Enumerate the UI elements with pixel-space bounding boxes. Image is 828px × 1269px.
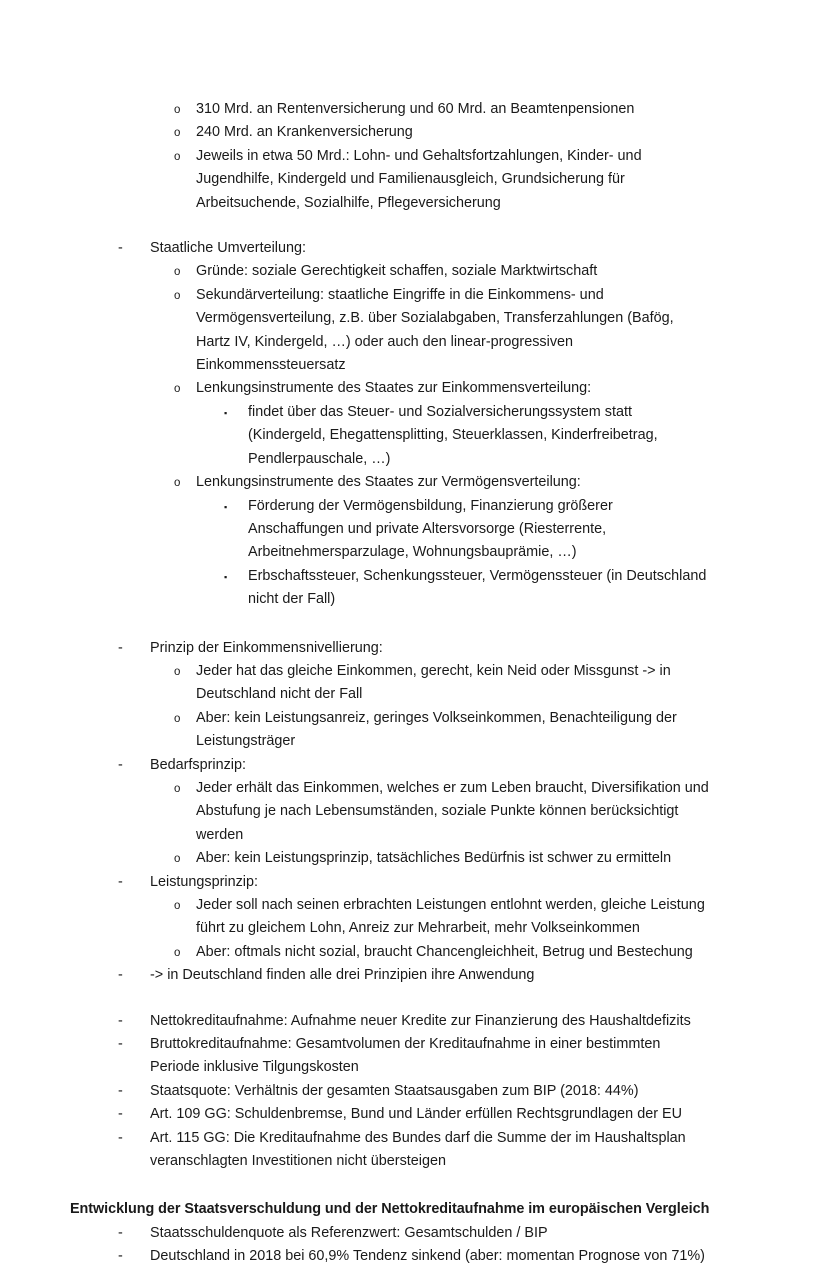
bullet-level-2-icon: o: [174, 266, 181, 279]
bullet-level-2-icon: o: [174, 383, 181, 396]
list-item: [0, 871, 828, 894]
list-item: [0, 1222, 828, 1245]
list-item-text: Jeder erhält das Einkommen, welches er zum Leben braucht, Diversifikation und Abstufung je nach Lebensumständen, soziale Punkte können berücksichtigt werden: [196, 779, 709, 843]
bullet-level-1-icon: -: [118, 1224, 123, 1241]
bullet-level-1-icon: -: [118, 1106, 123, 1123]
bullet-level-1-icon: -: [118, 1248, 123, 1265]
block-verteilungsprinzipien: [0, 637, 828, 988]
list-item: [0, 260, 828, 283]
bullet-level-2-icon: o: [174, 853, 181, 866]
list-item-text: Aber: oftmals nicht sozial, braucht Chancengleichheit, Betrug und Bestechung: [196, 943, 693, 960]
list-item: [0, 121, 828, 144]
list-item-text: Aber: kein Leistungsanreiz, geringes Volkseinkommen, Benachteiligung der Leistungsträger: [196, 709, 677, 750]
list-item: [0, 565, 828, 612]
bullet-level-2-icon: o: [174, 712, 181, 725]
bullet-level-2-icon: o: [174, 104, 181, 116]
bullet-level-3-icon: ▪: [224, 571, 228, 582]
list-item-text: 310 Mrd. an Rentenversicherung und 60 Mrd. an Beamtenpensionen: [196, 101, 635, 117]
list-item: [0, 847, 828, 870]
bullet-level-1-icon: -: [118, 1082, 123, 1099]
top-margin: [0, 0, 828, 98]
list-item: [0, 754, 828, 777]
list-item-text: Nettokreditaufnahme: Aufnahme neuer Kredite zur Finanzierung des Haushaltdefizits: [150, 1012, 691, 1029]
bullet-level-1-icon: -: [118, 967, 123, 984]
list-item: [0, 237, 828, 260]
block-staatsverschuldung-vergleich: [0, 1198, 828, 1268]
bullet-level-2-icon: o: [174, 946, 181, 959]
list-item-text: Erbschaftssteuer, Schenkungssteuer, Vermögenssteuer (in Deutschland nicht der Fall): [248, 567, 707, 608]
block-spacer: [0, 1173, 828, 1198]
list-item-text: Lenkungsinstrumente des Staates zur Vermögensverteilung:: [196, 474, 581, 491]
bullet-level-2-icon: o: [174, 782, 181, 795]
list-item: [0, 1127, 828, 1174]
bullet-level-2-icon: o: [174, 665, 181, 678]
list-item: [0, 1033, 828, 1080]
list-item: [0, 660, 828, 707]
list-item: [0, 377, 828, 400]
bullet-level-1-icon: -: [118, 1129, 123, 1146]
block-soziale-ausgaben: [0, 98, 828, 215]
bullet-level-1-icon: -: [118, 756, 123, 773]
list-item-text: Aber: kein Leistungsprinzip, tatsächliches Bedürfnis ist schwer zu ermitteln: [196, 850, 672, 867]
list-item: [0, 284, 828, 378]
list-item: [0, 495, 828, 565]
list-item-text: Leistungsprinzip:: [150, 873, 258, 890]
list-item-text: 240 Mrd. an Krankenversicherung: [196, 124, 413, 141]
list-item: [0, 964, 828, 987]
list-item-text: Gründe: soziale Gerechtigkeit schaffen, soziale Marktwirtschaft: [196, 263, 598, 280]
list-item-text: Art. 115 GG: Die Kreditaufnahme des Bundes darf die Summe der im Haushaltsplan veranschlagten Investitionen nicht übersteigen: [150, 1129, 686, 1170]
list-item: [0, 1103, 828, 1126]
list-item-text: Lenkungsinstrumente des Staates zur Einkommensverteilung:: [196, 380, 592, 397]
bullet-level-2-icon: o: [174, 289, 181, 302]
bullet-level-1-icon: -: [118, 873, 123, 890]
list-item-text: Bedarfsprinzip:: [150, 756, 246, 773]
block-spacer: [0, 612, 828, 637]
bullet-level-3-icon: ▪: [224, 501, 228, 512]
list-item-text: Förderung der Vermögensbildung, Finanzierung größerer Anschaffungen und private Altersvorsorge (Riesterrente, Arbeitnehmersparzulage, Wohnungsbauprämie, …): [248, 497, 613, 561]
bullet-level-3-icon: ▪: [224, 407, 228, 418]
list-item-text: Jeder hat das gleiche Einkommen, gerecht, kein Neid oder Missgunst -> in Deutschland nicht der Fall: [196, 662, 671, 703]
list-item-text: -> in Deutschland finden alle drei Prinzipien ihre Anwendung: [150, 967, 535, 984]
list-item: [0, 777, 828, 847]
list-item-text: Bruttokreditaufnahme: Gesamtvolumen der Kreditaufnahme in einer bestimmten Periode inklusive Tilgungskosten: [150, 1036, 661, 1076]
list-item: [0, 145, 828, 215]
list-item-text: Jeweils in etwa 50 Mrd.: Lohn- und Gehaltsfortzahlungen, Kinder- und Jugendhilfe, Kindergeld und Familienausgleich, Grundsicherung für Arbeitsuchende, Sozialhilfe, Pflegeversicherung: [196, 147, 642, 211]
list-item-text: Staatsschuldenquote als Referenzwert: Gesamtschulden / BIP: [150, 1224, 548, 1241]
list-item-text: Sekundärverteilung: staatliche Eingriffe in die Einkommens- und Vermögensverteilung, z.B. über Sozialabgaben, Transferzahlungen (Bafög, Hartz IV, Kindergeld, …) oder auch den linear-progressiven Einkommenssteuersatz: [196, 286, 674, 374]
bullet-level-1-icon: -: [118, 1012, 123, 1029]
list-item: [0, 471, 828, 494]
list-item: [0, 1010, 828, 1033]
block-spacer: [0, 215, 828, 237]
list-item: [0, 707, 828, 754]
list-item-text: Prinzip der Einkommensnivellierung:: [150, 639, 383, 656]
bullet-level-2-icon: o: [174, 127, 181, 140]
list-item-text: Art. 109 GG: Schuldenbremse, Bund und Länder erfüllen Rechtsgrundlagen der EU: [150, 1106, 682, 1123]
bullet-level-1-icon: -: [118, 639, 123, 656]
section-heading: Entwicklung der Staatsverschuldung und der Nettokreditaufnahme im europäischen Vergleich: [70, 1201, 710, 1218]
list-item-text: findet über das Steuer- und Sozialversicherungssystem statt (Kindergeld, Ehegattensplitting, Steuerklassen, Kinderfreibetrag, Pendlerpauschale, …): [248, 403, 658, 467]
list-item-text: Jeder soll nach seinen erbrachten Leistungen entlohnt werden, gleiche Leistung führt zu gleichem Lohn, Anreiz zur Mehrarbeit, mehr Volkseinkommen: [196, 897, 705, 937]
list-item: [0, 637, 828, 660]
block-spacer: [0, 988, 828, 1010]
list-item: [0, 401, 828, 471]
list-item: [0, 894, 828, 941]
bullet-level-2-icon: o: [174, 477, 181, 490]
list-item: [0, 1080, 828, 1103]
bullet-level-1-icon: -: [118, 1036, 123, 1053]
list-item: [0, 941, 828, 964]
block-kreditaufnahme-begriffe: [0, 1010, 828, 1174]
bullet-level-2-icon: o: [174, 150, 181, 163]
list-item-text: Deutschland in 2018 bei 60,9% Tendenz sinkend (aber: momentan Prognose von 71%): [150, 1248, 705, 1265]
list-item: [0, 1245, 828, 1268]
list-item: [0, 98, 828, 121]
list-item-text: Staatsquote: Verhältnis der gesamten Staatsausgaben zum BIP (2018: 44%): [150, 1082, 639, 1099]
block-staatliche-umverteilung: [0, 237, 828, 612]
bullet-level-2-icon: o: [174, 900, 181, 912]
bullet-level-1-icon: -: [118, 240, 123, 257]
list-item-text: Staatliche Umverteilung:: [150, 240, 306, 257]
